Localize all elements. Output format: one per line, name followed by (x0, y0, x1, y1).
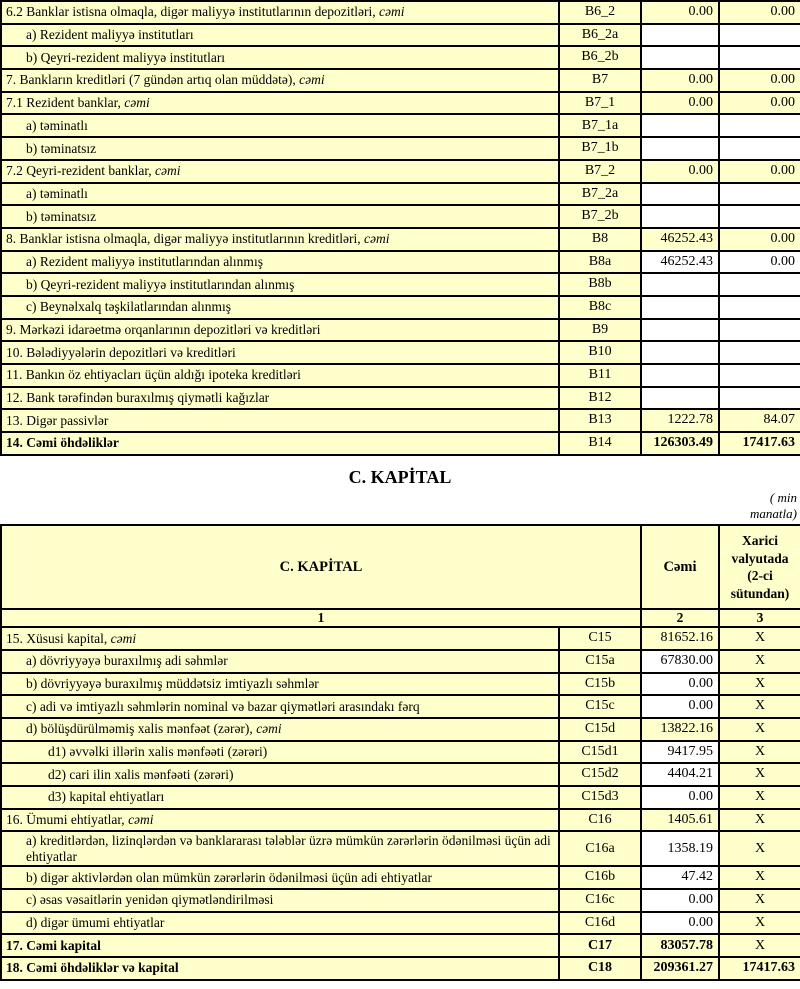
row-label (1, 718, 559, 741)
fx-value-cell (719, 205, 800, 228)
total-value-cell: 0.00 (641, 69, 719, 92)
row-label (1, 409, 559, 432)
row-label-italic-suffix: cəmi (155, 163, 181, 179)
row-label (1, 24, 559, 47)
table-row (1, 432, 800, 455)
row-label (1, 92, 559, 115)
fx-value-cell: X (719, 866, 800, 889)
total-value-cell: 4404.21 (641, 763, 719, 786)
row-code: B8 (559, 228, 641, 251)
total-value-cell: 0.00 (641, 912, 719, 935)
table-row (1, 627, 800, 650)
row-label-text: b) təminatsız (26, 208, 97, 224)
row-label (1, 695, 559, 718)
fx-value-cell: X (719, 809, 800, 832)
row-label-text: b) digər aktivlərdən olan mümkün zərərlərin ödənilməsi üçün adi ehtiyatlar (26, 869, 432, 885)
row-label-text: 18. Cəmi öhdəliklər və kapital (6, 960, 179, 976)
liabilities-table (0, 0, 800, 456)
row-code: C15c (559, 695, 641, 718)
row-label-text: 10. Bələdiyyələrin depozitləri və kreditləri (6, 344, 236, 360)
total-value-cell (641, 46, 719, 69)
row-code: B6_2 (559, 1, 641, 24)
total-value-cell: 209361.27 (641, 957, 719, 980)
fx-value-cell: 0.00 (719, 1, 800, 24)
total-value-cell: 1222.78 (641, 409, 719, 432)
row-label (1, 137, 559, 160)
row-label-text: c) adi və imtiyazlı səhmlərin nominal və bazar qiymətləri arasındakı fərq (26, 698, 420, 714)
fx-value-cell: 0.00 (719, 228, 800, 251)
row-code: B11 (559, 364, 641, 387)
fx-value-cell: X (719, 763, 800, 786)
fx-value-cell: X (719, 650, 800, 673)
table-row (1, 741, 800, 764)
row-code: C15d1 (559, 741, 641, 764)
total-value-cell: 81652.16 (641, 627, 719, 650)
row-label (1, 889, 559, 912)
row-label (1, 650, 559, 673)
row-code: C18 (559, 957, 641, 980)
row-label-text: a) təminatlı (26, 117, 88, 133)
row-label-italic-suffix: cəmi (256, 721, 282, 737)
row-label (1, 831, 559, 866)
row-code: C15d2 (559, 763, 641, 786)
row-label (1, 432, 559, 455)
total-value-cell: 67830.00 (641, 650, 719, 673)
row-label (1, 296, 559, 319)
row-label-text: 13. Digər passivlər (6, 412, 109, 428)
row-label (1, 319, 559, 342)
fx-value-cell: 0.00 (719, 69, 800, 92)
table-row (1, 319, 800, 342)
total-value-cell: 0.00 (641, 673, 719, 696)
row-label (1, 273, 559, 296)
row-label-text: 11. Bankın öz ehtiyacları üçün aldığı ipoteka kreditləri (6, 367, 301, 383)
column-number-total: 2 (641, 609, 719, 627)
fx-value-cell: X (719, 673, 800, 696)
total-value-cell: 0.00 (641, 695, 719, 718)
table-row (1, 673, 800, 696)
table-row (1, 160, 800, 183)
row-label-text: c) əsas vəsaitlərin yenidən qiymətləndirilməsi (26, 892, 274, 908)
row-code: C16b (559, 866, 641, 889)
row-code: C16 (559, 809, 641, 832)
table-row (1, 763, 800, 786)
row-code: C16c (559, 889, 641, 912)
row-label-text: c) Beynəlxalq təşkilatlarından alınmış (26, 299, 232, 315)
fx-value-cell (719, 24, 800, 47)
fx-value-cell: X (719, 889, 800, 912)
table-row (1, 889, 800, 912)
row-label (1, 912, 559, 935)
row-code: C15d (559, 718, 641, 741)
fx-value-cell: X (719, 627, 800, 650)
fx-value-cell (719, 296, 800, 319)
row-code: B6_2b (559, 46, 641, 69)
total-value-cell (641, 183, 719, 206)
row-label-text: 7.1 Rezident banklar, (6, 95, 125, 111)
row-label-italic-suffix: cəmi (379, 4, 405, 20)
table-row (1, 809, 800, 832)
total-value-cell: 47.42 (641, 866, 719, 889)
column-number-row (1, 609, 800, 627)
row-label-text: 15. Xüsusi kapital, (6, 630, 111, 646)
row-label-text: b) dövriyyəyə buraxılmış müddətsiz imtiyazlı səhmlər (26, 675, 319, 691)
row-label-text: d) digər ümumi ehtiyatlar (26, 915, 165, 931)
row-label-text: 6.2 Banklar istisna olmaqla, digər maliyyə institutlarının depozitləri, (6, 4, 380, 20)
row-label-text: 14. Cəmi öhdəliklər (6, 435, 119, 451)
total-value-cell: 0.00 (641, 160, 719, 183)
row-label (1, 46, 559, 69)
row-code: B8b (559, 273, 641, 296)
table-row (1, 387, 800, 410)
total-value-cell (641, 319, 719, 342)
total-value-cell (641, 296, 719, 319)
table-row (1, 183, 800, 206)
row-label (1, 673, 559, 696)
row-label-text: d2) cari ilin xalis mənfəəti (zərəri) (48, 766, 234, 782)
fx-value-cell: X (719, 695, 800, 718)
row-code: B7_2 (559, 160, 641, 183)
fx-value-cell: 0.00 (719, 92, 800, 115)
row-code: B7_1b (559, 137, 641, 160)
row-label (1, 866, 559, 889)
table-row (1, 1, 800, 24)
row-label (1, 114, 559, 137)
row-label (1, 934, 559, 957)
table-row (1, 46, 800, 69)
capital-header-fx: Xarici valyutada (2-ci sütundan) (719, 525, 800, 609)
fx-value-cell: 0.00 (719, 251, 800, 274)
row-label (1, 786, 559, 809)
row-label-text: 9. Mərkəzi idarəetmə orqanlarının depozitləri və kreditləri (6, 322, 321, 337)
fx-value-cell: X (719, 786, 800, 809)
row-label-text: d3) kapital ehtiyatları (48, 789, 165, 805)
table-row (1, 273, 800, 296)
fx-value-cell (719, 183, 800, 206)
capital-header-total: Cəmi (641, 525, 719, 609)
row-label (1, 627, 559, 650)
fx-value-cell: 17417.63 (719, 432, 800, 455)
row-label (1, 957, 559, 980)
table-row (1, 69, 800, 92)
row-label (1, 763, 559, 786)
total-value-cell (641, 273, 719, 296)
table-row (1, 137, 800, 160)
unit-note (0, 490, 800, 523)
fx-value-cell: X (719, 912, 800, 935)
fx-value-cell (719, 387, 800, 410)
row-label-text: b) təminatsız (26, 140, 97, 156)
fx-value-cell (719, 341, 800, 364)
row-code: B10 (559, 341, 641, 364)
row-label (1, 809, 559, 832)
table-row (1, 205, 800, 228)
total-value-cell: 0.00 (641, 889, 719, 912)
total-value-cell: 0.00 (641, 786, 719, 809)
row-label-italic-suffix: cəmi (128, 812, 154, 828)
row-label-text: d) bölüşdürülməmiş xalis mənfəət (zərər), (26, 721, 257, 737)
table-row (1, 786, 800, 809)
fx-value-cell (719, 137, 800, 160)
row-code: C15 (559, 627, 641, 650)
row-code: C15d3 (559, 786, 641, 809)
capital-header-title: C. KAPİTAL (1, 525, 641, 609)
total-value-cell: 46252.43 (641, 228, 719, 251)
fx-value-cell (719, 364, 800, 387)
row-label-text: 16. Ümumi ehtiyatlar, (6, 812, 129, 828)
row-label-text: 7.2 Qeyri-rezident banklar, (6, 163, 156, 179)
fx-value-cell: 84.07 (719, 409, 800, 432)
row-label-text: b) Qeyri-rezident maliyyə institutlarından alınmış (26, 276, 295, 292)
capital-header-row (1, 525, 800, 609)
row-label-text: a) təminatlı (26, 185, 88, 201)
row-code: B7_1 (559, 92, 641, 115)
fx-value-cell: 0.00 (719, 160, 800, 183)
table-row (1, 92, 800, 115)
row-label-italic-suffix: cəmi (364, 231, 390, 247)
row-label (1, 741, 559, 764)
row-label (1, 387, 559, 410)
fx-value-cell: X (719, 741, 800, 764)
row-code: B7_2b (559, 205, 641, 228)
table-row (1, 24, 800, 47)
table-row (1, 718, 800, 741)
total-value-cell: 13822.16 (641, 718, 719, 741)
row-label-italic-suffix: cəmi (299, 72, 325, 88)
row-code: B8a (559, 251, 641, 274)
row-code: B9 (559, 319, 641, 342)
table-row (1, 364, 800, 387)
row-label (1, 183, 559, 206)
table-row (1, 114, 800, 137)
row-label (1, 160, 559, 183)
section-title: C. KAPİTAL (348, 466, 452, 487)
fx-value-cell (719, 319, 800, 342)
fx-value-cell: X (719, 718, 800, 741)
row-code: B12 (559, 387, 641, 410)
row-code: C16d (559, 912, 641, 935)
row-label-text: b) Qeyri-rezident maliyyə institutları (26, 49, 226, 65)
row-label-text: 7. Bankların kreditləri (7 gündən artıq olan müddətə), (6, 72, 300, 88)
fx-value-cell: 17417.63 (719, 957, 800, 980)
row-code: B14 (559, 432, 641, 455)
row-code: C16a (559, 831, 641, 866)
column-number-fx: 3 (719, 609, 800, 627)
table-row (1, 912, 800, 935)
row-code: C15a (559, 650, 641, 673)
total-value-cell: 1405.61 (641, 809, 719, 832)
total-value-cell (641, 364, 719, 387)
row-label-text: a) kreditlərdən, lizinqlərdən və banklararası tələblər üzrə mümkün zərərlərin ödənilməsi üçün adi ehtiyatlar (26, 832, 551, 864)
row-label-text: d1) əvvəlki illərin xalis mənfəəti (zərəri) (48, 743, 268, 759)
row-code: C17 (559, 934, 641, 957)
fx-value-cell: X (719, 831, 800, 866)
row-code: B7_1a (559, 114, 641, 137)
table-row (1, 866, 800, 889)
total-value-cell: 126303.49 (641, 432, 719, 455)
row-label-italic-suffix: cəmi (124, 95, 150, 111)
capital-table (0, 524, 800, 981)
fx-value-cell (719, 273, 800, 296)
row-code: B8c (559, 296, 641, 319)
total-value-cell (641, 341, 719, 364)
table-row (1, 650, 800, 673)
table-row (1, 957, 800, 980)
table-row (1, 695, 800, 718)
row-label (1, 1, 559, 24)
row-label (1, 69, 559, 92)
row-label (1, 364, 559, 387)
total-value-cell: 1358.19 (641, 831, 719, 866)
total-value-cell: 0.00 (641, 92, 719, 115)
row-label (1, 251, 559, 274)
table-row (1, 409, 800, 432)
table-row (1, 228, 800, 251)
total-value-cell: 83057.78 (641, 934, 719, 957)
table-row (1, 341, 800, 364)
total-value-cell (641, 114, 719, 137)
row-code: B6_2a (559, 24, 641, 47)
row-label-text: a) Rezident maliyyə institutları (26, 27, 194, 43)
table-row (1, 251, 800, 274)
column-number-label: 1 (1, 609, 641, 627)
row-label-text: a) Rezident maliyyə institutlarından alınmış (26, 253, 263, 269)
table-row (1, 296, 800, 319)
fx-value-cell (719, 46, 800, 69)
total-value-cell (641, 205, 719, 228)
row-code: B7 (559, 69, 641, 92)
row-label-text: 17. Cəmi kapital (6, 937, 101, 953)
total-value-cell (641, 137, 719, 160)
total-value-cell: 46252.43 (641, 251, 719, 274)
row-label-italic-suffix: cəmi (110, 630, 137, 646)
unit-note-line1: ( min (769, 489, 797, 505)
fx-value-cell: X (719, 934, 800, 957)
row-label (1, 228, 559, 251)
total-value-cell: 9417.95 (641, 741, 719, 764)
total-value-cell (641, 387, 719, 410)
row-label-text: a) dövriyyəyə buraxılmış adi səhmlər (26, 653, 228, 669)
row-code: B7_2a (559, 183, 641, 206)
table-row (1, 831, 800, 866)
row-label (1, 205, 559, 228)
total-value-cell: 0.00 (641, 1, 719, 24)
total-value-cell (641, 24, 719, 47)
row-label-text: 12. Bank tərəfindən buraxılmış qiymətli kağızlar (6, 390, 270, 406)
row-label (1, 341, 559, 364)
fx-value-cell (719, 114, 800, 137)
row-code: C15b (559, 673, 641, 696)
row-code: B13 (559, 409, 641, 432)
table-row (1, 934, 800, 957)
row-label-text: 8. Banklar istisna olmaqla, digər maliyyə institutlarının kreditləri, (6, 231, 365, 247)
unit-note-line2: manatla) (750, 506, 797, 521)
